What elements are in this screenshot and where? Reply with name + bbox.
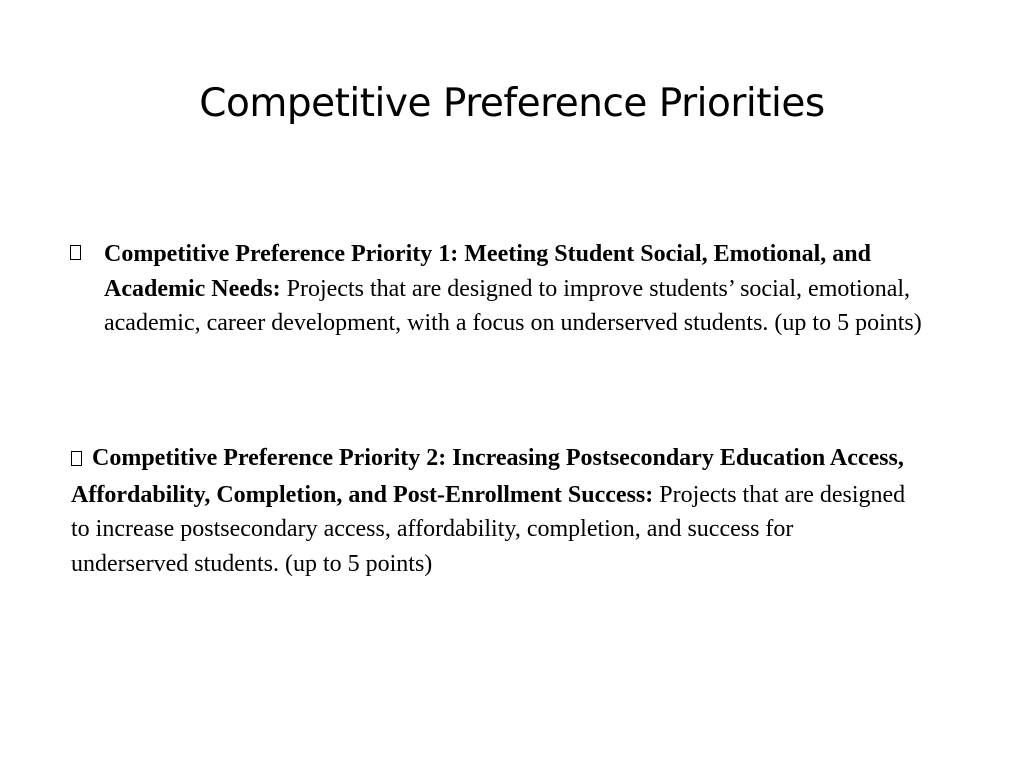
- priority-2-lead: Competitive Preference Priority 2: Increasing Postsecondary Education Access, Affordability, Completion, and Post-Enrollment Success:: [71, 445, 904, 508]
- box-bullet-icon: [71, 449, 86, 470]
- box-bullet-icon: [70, 237, 85, 272]
- priority-2-body: Projects that are designed to increase postsecondary access, affordability, completion, and success for underserved students. (up to 5 points): [71, 481, 906, 577]
- priority-1-body: Projects that are designed to improve students’ social, emotional, academic, career development, with a focus on underserved students. (up to 5 points): [104, 275, 922, 336]
- slide-title: Competitive Preference Priorities: [199, 81, 825, 126]
- priority-1-lead: Competitive Preference Priority 1: Meeting Student Social, Emotional, and Academic Needs:: [104, 241, 871, 302]
- priority-item-1: [104, 237, 944, 341]
- priority-item-2: [71, 441, 911, 581]
